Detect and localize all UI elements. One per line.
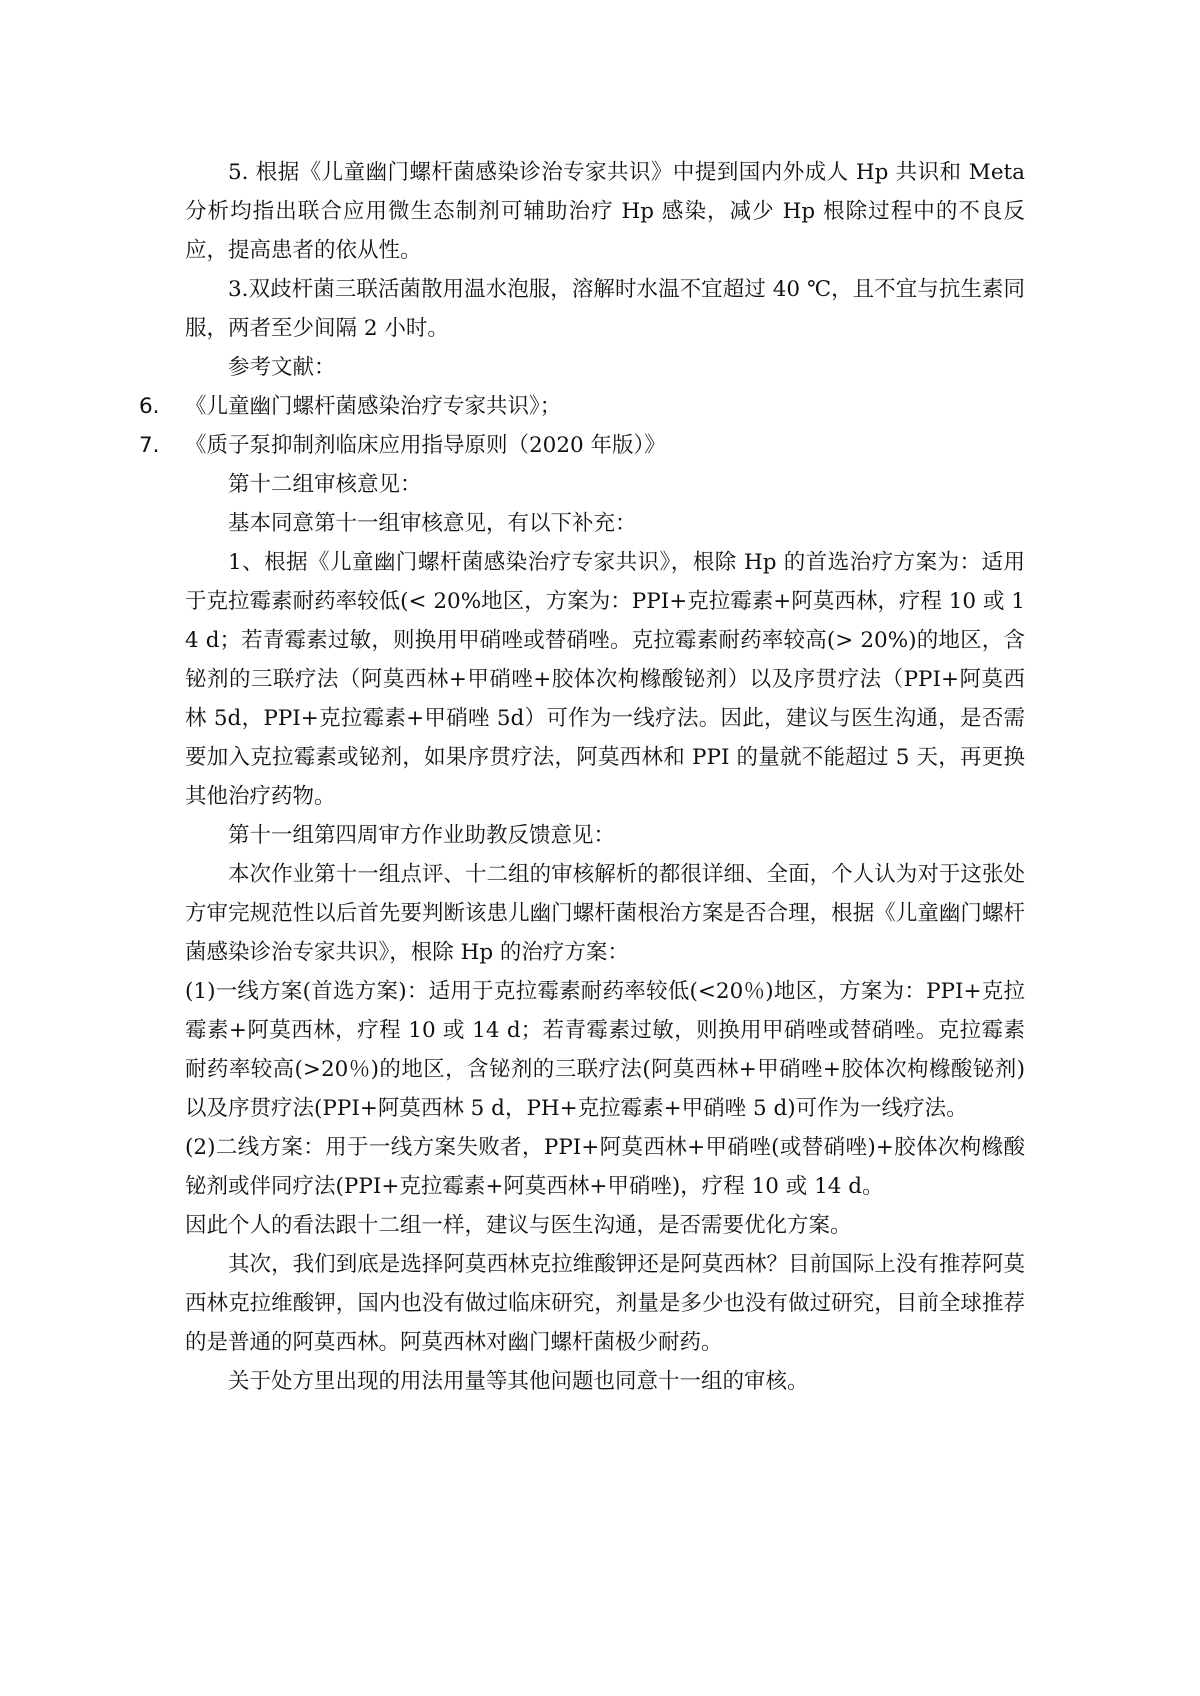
reference-text: 《质子泵抑制剂临床应用指导原则（2020 年版）》 bbox=[185, 433, 666, 458]
reference-number: 7. bbox=[139, 433, 160, 458]
ta-conclusion: 因此个人的看法跟十二组一样，建议与医生沟通，是否需要优化方案。 bbox=[185, 1213, 852, 1238]
reference-item-6 bbox=[139, 387, 1025, 426]
ta-feedback-intro: 本次作业第十一组点评、十二组的审核解析的都很详细、全面，个人认为对于这张处方审完规范性以后首先要判断该患儿幽门螺杆菌根治方案是否合理，根据《儿童幽门螺杆菌感染诊治专家共识》，根除 Hp 的治疗方案： bbox=[185, 862, 1025, 965]
references-heading: 参考文献： bbox=[228, 355, 336, 380]
second-line-regimen: (2)二线方案：用于一线方案失败者，PPI+阿莫西林+甲硝唑(或替硝唑)+胶体次枸橼酸铋剂或伴同疗法(PPI+克拉霉素+阿莫西林+甲硝唑)，疗程 10 或 14 d。 bbox=[185, 1135, 1025, 1199]
document-body bbox=[139, 153, 1025, 1401]
reference-item-7 bbox=[139, 426, 1025, 465]
group-12-agreement: 基本同意第十一组审核意见，有以下补充： bbox=[228, 511, 637, 536]
group-12-review-heading: 第十二组审核意见： bbox=[228, 472, 422, 497]
first-line-regimen: (1)一线方案(首选方案)：适用于克拉霉素耐药率较低(<20％)地区，方案为：PPI+克拉霉素+阿莫西林，疗程 10 或 14 d；若青霉素过敏，则换用甲硝唑或替硝唑。克拉霉素耐药率较高(>20％)的地区，含铋剂的三联疗法(阿莫西林+甲硝唑+胶体次枸橼酸铋剂)以及序贯疗法(PPI+阿莫西林 5 d，PH+克拉霉素+甲硝唑 5 d)可作为一线疗法。 bbox=[185, 979, 1025, 1121]
closing-remark: 关于处方里出现的用法用量等其他问题也同意十一组的审核。 bbox=[228, 1369, 809, 1394]
paragraph-bifidobacterium-usage: 3.双歧杆菌三联活菌散用温水泡服，溶解时水温不宜超过 40 ℃，且不宜与抗生素同服，两者至少间隔 2 小时。 bbox=[185, 277, 1025, 341]
paragraph-probiotic-consensus: 5. 根据《儿童幽门螺杆菌感染诊治专家共识》中提到国内外成人 Hp 共识和 Meta 分析均指出联合应用微生态制剂可辅助治疗 Hp 感染，减少 Hp 根除过程中的不良反应，提高患者的依从性。 bbox=[185, 160, 1025, 263]
amoxicillin-clavulanate-discussion: 其次，我们到底是选择阿莫西林克拉维酸钾还是阿莫西林？目前国际上没有推荐阿莫西林克拉维酸钾，国内也没有做过临床研究，剂量是多少也没有做过研究，目前全球推荐的是普通的阿莫西林。阿莫西林对幽门螺杆菌极少耐药。 bbox=[185, 1252, 1025, 1355]
ta-feedback-heading: 第十一组第四周审方作业助教反馈意见： bbox=[228, 823, 616, 848]
group-12-supplement-point-1: 1、根据《儿童幽门螺杆菌感染治疗专家共识》，根除 Hp 的首选治疗方案为：适用于克拉霉素耐药率较低(< 20%地区，方案为：PPI+克拉霉素+阿莫西林，疗程 10 或 14 d；若青霉素过敏，则换用甲硝唑或替硝唑。克拉霉素耐药率较高(> 20%)的地区，含铋剂的三联疗法（阿莫西林+甲硝唑+胶体次枸橼酸铋剂）以及序贯疗法（PPI+阿莫西林 5d，PPI+克拉霉素+甲硝唑 5d）可作为一线疗法。因此，建议与医生沟通，是否需要加入克拉霉素或铋剂，如果序贯疗法，阿莫西林和 PPI 的量就不能超过 5 天，再更换其他治疗药物。 bbox=[185, 550, 1025, 809]
reference-number: 6. bbox=[139, 394, 160, 419]
reference-text: 《儿童幽门螺杆菌感染治疗专家共识》； bbox=[185, 394, 562, 419]
